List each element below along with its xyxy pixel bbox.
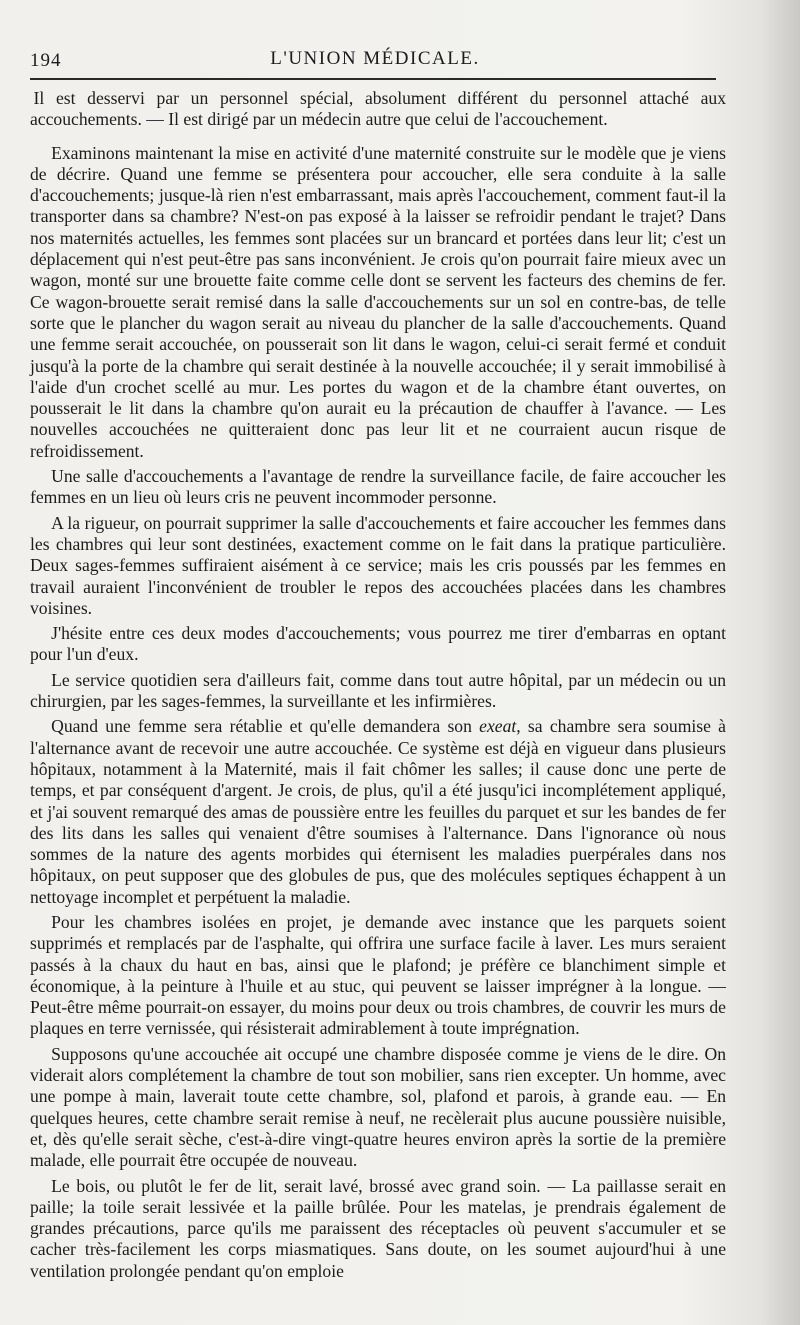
paragraph-10: Le bois, ou plutôt le fer de lit, serait lavé, brossé avec grand soin. — La paillasse serait en paille; la toile serait lessivée et la paille brûlée. Pour les matelas, je prendrais également de grandes précautions, parce qu'ils me paraissent des réceptacles où peuvent s'accumuler et se cacher très-facilement les corps miasmatiques. Sans doute, on les soumet aujourd'hui à une ventilation prolongée pendant qu'on emploie (30, 1175, 726, 1281)
paragraph-7: Quand une femme sera rétablie et qu'elle demandera son exeat, sa chambre sera soumise à l'alternance avant de recevoir une autre accouchée. Ce système est déjà en vigueur dans plusieurs hôpitaux, notamment à la Maternité, mais il fait chômer les salles; il cause donc une perte de temps, et par conséquent d'argent. Je crois, de plus, qu'il a été jusqu'ici incomplétement appliqué, et j'ai souvent remarqué des amas de poussière entre les feuilles du parquet et sur les bandes de fer des lits dans les salles qui venaient d'être soumises à l'alternance. Dans l'ignorance où nous sommes de la nature des agents morbides qui éternisent les maladies puerpérales dans nos hôpitaux, on peut supposer que des globules de pus, que des molécules septiques échappent à un nettoyage incomplet et perpétuent la maladie. (30, 716, 726, 907)
paragraph-5: J'hésite entre ces deux modes d'accouchements; vous pourrez me tirer d'embarras en optant pour l'un d'eux. (30, 623, 726, 665)
paragraph-2: Examinons maintenant la mise en activité d'une maternité construite sur le modèle que je viens de décrire. Quand une femme se présentera pour accoucher, elle sera conduite à la salle d'accouchements; jusque-là rien n'est embarrassant, mais après l'accouchement, comment faut-il la transporter dans sa chambre? N'est-on pas exposé à la laisser se refroidir pendant le trajet? Dans nos maternités actuelles, les femmes sont placées sur un brancard et portées dans leur lit; c'est un déplacement qui n'est peut-être pas sans inconvénient. Je crois qu'on pourrait faire mieux avec un wagon, monté sur une brouette faite comme celle dont se servent les facteurs des chemins de fer. Ce wagon-brouette serait remisé dans la salle d'accouchements sur un sol en contre-bas, de telle sorte que le plancher du wagon serait au niveau du plancher de la salle d'accouchements. Quand une femme serait accouchée, on pousserait son lit dans le wagon, celui-ci serait fermé et conduit jusqu'à la porte de la chambre qui serait destinée à la nouvelle accouchée; il y serait immobilisé à l'aide d'un crochet scellé au mur. Les portes du wagon et de la chambre étant ouvertes, on pousserait le lit dans la chambre qu'on aurait eu la précaution de chauffer à l'avance. — Les nouvelles accouchées ne quitteraient donc pas leur lit et ne courraient aucun risque de refroidissement. (30, 142, 726, 461)
paragraph-6: Le service quotidien sera d'ailleurs fait, comme dans tout autre hôpital, par un médecin ou un chirurgien, par les sages-femmes, la surveillante et les infirmières. (30, 669, 726, 712)
paragraph-1: Il est desservi par un personnel spécial, absolument différent du personnel attaché aux accouchements. — Il est dirigé par un médecin autre que celui de l'accouchement. (30, 88, 726, 130)
header-rule (30, 78, 716, 80)
article-body (30, 88, 726, 1282)
paragraph-9: Supposons qu'une accouchée ait occupé une chambre disposée comme je viens de le dire. On viderait alors complétement la chambre de tout son mobilier, sans rien excepter. Un homme, avec une pompe à main, laverait toute cette chambre, sol, plafond et parois, à grande eau. — En quelques heures, cette chambre serait remise à neuf, ne recèlerait plus aucune poussière nuisible, et, dès qu'elle serait sèche, c'est-à-dire vingt-quatre heures environ après la sortie de la première malade, elle pourrait être occupée de nouveau. (30, 1043, 726, 1171)
page-number: 194 (30, 50, 62, 71)
running-title: L'UNION MÉDICALE. (270, 48, 480, 69)
paragraph-4: A la rigueur, on pourrait supprimer la salle d'accouchements et faire accoucher les femmes dans les chambres qui leur sont destinées, exactement comme on le fait dans la pratique particulière. Deux sages-femmes suffiraient aisément à ce service; mais les cris poussés par les femmes en travail auraient l'inconvénient de troubler le repos des accouchées placées dans les chambres voisines. (30, 512, 726, 618)
paragraph-3: Une salle d'accouchements a l'avantage de rendre la surveillance facile, de faire accoucher les femmes en un lieu où leurs cris ne peuvent incommoder personne. (30, 466, 726, 508)
italic-term: exeat (479, 716, 517, 737)
page-header (30, 46, 720, 76)
paragraph-8: Pour les chambres isolées en projet, je demande avec instance que les parquets soient supprimés et remplacés par de l'asphalte, qui offrira une surface facile à laver. Les murs seraient passés à la chaux du haut en bas, ainsi que le plafond; je préfère ce blanchiment simple et économique, à la peinture à l'huile et au stuc, qui peuvent se laisser imprégner à la longue. — Peut-être même pourrait-on essayer, du moins pour deux ou trois chambres, de couvrir les murs de plaques en terre vernissée, qui résisterait admirablement à toute imprégnation. (30, 911, 726, 1039)
